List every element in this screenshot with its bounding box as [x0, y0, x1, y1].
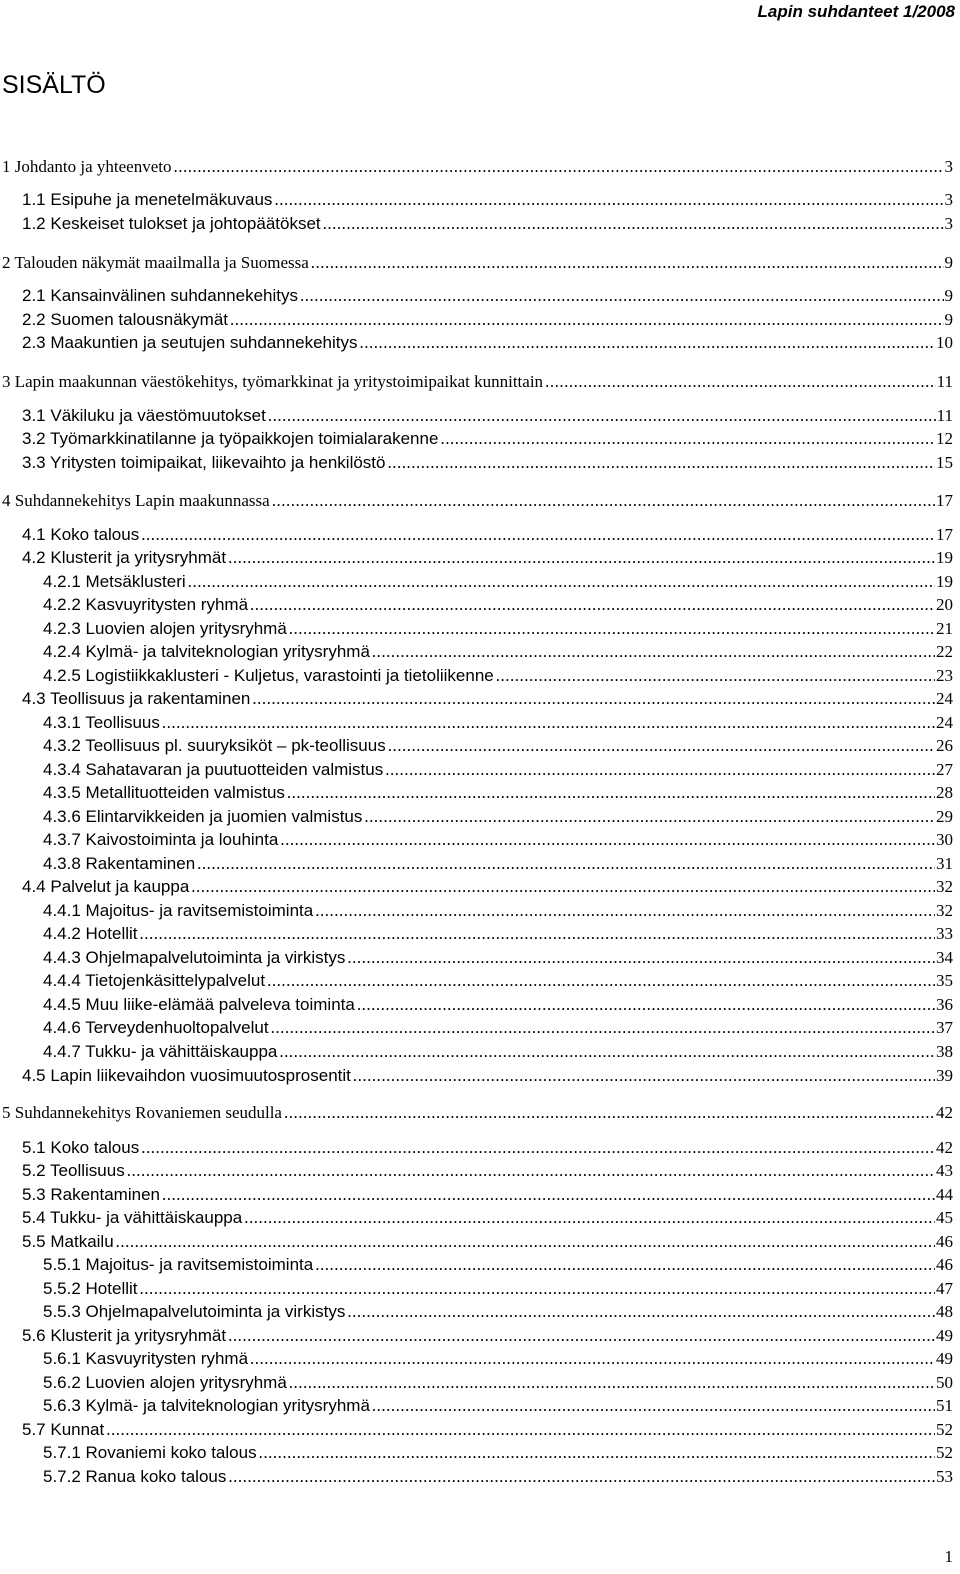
toc-entry[interactable]: [0, 1394, 953, 1417]
toc-entry-title: 1.1 Esipuhe ja menetelmäkuvaus: [22, 190, 273, 209]
toc-entry-page: 42: [936, 1138, 953, 1157]
toc-entry-title: 2.1 Kansainvälinen suhdannekehitys: [22, 286, 298, 305]
dot-leader: [372, 1394, 935, 1417]
toc-entry-title: 4.3.1 Teollisuus: [43, 713, 160, 732]
toc-entry[interactable]: [0, 489, 953, 512]
toc-entry-page: 46: [936, 1232, 953, 1251]
toc-entry[interactable]: [0, 546, 953, 569]
toc-entry-page: 52: [936, 1420, 953, 1439]
toc-entry-page: 22: [936, 642, 953, 661]
toc-entry-title: 2 Talouden näkymät maailmalla ja Suomessa: [2, 253, 309, 272]
toc-entry-page: 49: [936, 1349, 953, 1368]
toc-entry[interactable]: [0, 451, 953, 474]
dot-leader: [300, 284, 944, 307]
dot-leader: [141, 1136, 935, 1159]
toc-entry-title: 4.4 Palvelut ja kauppa: [22, 877, 190, 896]
toc-entry[interactable]: [0, 875, 953, 898]
toc-entry-title: 4.3 Teollisuus ja rakentaminen: [22, 689, 251, 708]
toc-entry-page: 11: [936, 372, 953, 391]
toc-entry-page: 45: [936, 1208, 953, 1227]
toc-entry-page: 47: [936, 1279, 953, 1298]
toc-entry-title: 5.7.1 Rovaniemi koko talous: [43, 1443, 257, 1462]
toc-entry[interactable]: [0, 758, 953, 781]
toc-entry[interactable]: [0, 370, 953, 393]
toc-entry[interactable]: [0, 1441, 953, 1464]
toc-entry-title: 5.5 Matkailu: [22, 1232, 114, 1251]
toc-entry-page: 32: [936, 877, 953, 896]
toc-entry[interactable]: [0, 1253, 953, 1276]
dot-leader: [274, 188, 943, 211]
toc-entry-page: 17: [936, 491, 953, 510]
toc-entry-title: 4.3.4 Sahatavaran ja puutuotteiden valmistus: [43, 760, 384, 779]
toc-entry-title: 4.2.1 Metsäklusteri: [43, 572, 186, 591]
dot-leader: [311, 251, 944, 274]
toc-entry[interactable]: [0, 427, 953, 450]
toc-entry[interactable]: [0, 1277, 953, 1300]
toc-entry-page: 27: [936, 760, 953, 779]
toc-entry-page: 42: [936, 1103, 953, 1122]
toc-entry-title: 5 Suhdannekehitys Rovaniemen seudulla: [2, 1103, 282, 1122]
dot-leader: [287, 781, 935, 804]
dot-leader: [372, 640, 935, 663]
dot-leader: [496, 664, 935, 687]
dot-leader: [280, 828, 935, 851]
toc-entry-page: 43: [936, 1161, 953, 1180]
toc-entry-page: 12: [936, 429, 953, 448]
toc-entry-page: 3: [944, 190, 953, 209]
page-title: SISÄLTÖ: [2, 71, 106, 99]
dot-leader: [228, 1324, 935, 1347]
toc-entry-page: 52: [936, 1443, 953, 1462]
toc-entry-title: 4.3.5 Metallituotteiden valmistus: [43, 783, 285, 802]
toc-entry-title: 4.4.5 Muu liike-elämää palveleva toiminta: [43, 995, 355, 1014]
dot-leader: [387, 451, 935, 474]
dot-leader: [252, 687, 935, 710]
toc-entry[interactable]: [0, 251, 953, 274]
toc-entry-page: 23: [936, 666, 953, 685]
dot-leader: [140, 1277, 936, 1300]
dot-leader: [141, 523, 935, 546]
toc-entry-page: 26: [936, 736, 953, 755]
toc-entry-page: 30: [936, 830, 953, 849]
dot-leader: [271, 1016, 935, 1039]
toc-entry-page: 9: [944, 253, 953, 272]
toc-entry-title: 5.7 Kunnat: [22, 1420, 105, 1439]
dot-leader: [440, 427, 935, 450]
toc-entry-page: 9: [944, 286, 953, 305]
dot-leader: [289, 617, 935, 640]
toc-entry-title: 1.2 Keskeiset tulokset ja johtopäätökset: [22, 214, 321, 233]
toc-entry-title: 5.5.1 Majoitus- ja ravitsemistoiminta: [43, 1255, 314, 1274]
toc-entry-title: 4.1 Koko talous: [22, 525, 140, 544]
toc-entry-title: 4.4.3 Ohjelmapalvelutoiminta ja virkistys: [43, 948, 346, 967]
dot-leader: [188, 570, 935, 593]
toc-entry[interactable]: [0, 946, 953, 969]
toc-entry[interactable]: [0, 331, 953, 354]
toc-entry-page: 51: [936, 1396, 953, 1415]
toc-entry-page: 9: [944, 310, 953, 329]
toc-entry-page: 32: [936, 901, 953, 920]
toc-entry-title: 4.4.2 Hotellit: [43, 924, 138, 943]
toc-entry-page: 31: [936, 854, 953, 873]
toc-entry-title: 5.4 Tukku- ja vähittäiskauppa: [22, 1208, 243, 1227]
dot-leader: [545, 370, 936, 393]
toc-entry[interactable]: [0, 1465, 953, 1488]
dot-leader: [347, 1300, 935, 1323]
toc-entry-title: 4.2.4 Kylmä- ja talviteknologian yritysryhmä: [43, 642, 370, 661]
running-header: Lapin suhdanteet 1/2008: [757, 2, 955, 21]
page-number: 1: [944, 1547, 953, 1566]
toc-entry-page: 3: [944, 214, 953, 233]
toc-entry[interactable]: [0, 828, 953, 851]
toc-entry-page: 33: [936, 924, 953, 943]
toc-entry[interactable]: [0, 617, 953, 640]
toc-entry-title: 5.6 Klusterit ja yritysryhmät: [22, 1326, 227, 1345]
dot-leader: [267, 969, 935, 992]
toc-entry-page: 28: [936, 783, 953, 802]
dot-leader: [259, 1441, 935, 1464]
toc-entry[interactable]: [0, 1183, 953, 1206]
dot-leader: [385, 758, 935, 781]
toc-entry[interactable]: [0, 852, 953, 875]
toc-entry[interactable]: [0, 922, 953, 945]
toc-entry-title: 4 Suhdannekehitys Lapin maakunnassa: [2, 491, 270, 510]
toc-entry[interactable]: [0, 1206, 953, 1229]
toc-entry-title: 5.6.2 Luovien alojen yritysryhmä: [43, 1373, 287, 1392]
dot-leader: [353, 1064, 935, 1087]
toc-entry[interactable]: [0, 711, 953, 734]
toc-entry-page: 44: [936, 1185, 953, 1204]
toc-entry[interactable]: [0, 1300, 953, 1323]
toc-entry-title: 5.6.1 Kasvuyritysten ryhmä: [43, 1349, 249, 1368]
toc-entry[interactable]: [0, 1371, 953, 1394]
toc-entry[interactable]: [0, 969, 953, 992]
toc-entry[interactable]: [0, 284, 953, 307]
dot-leader: [116, 1230, 935, 1253]
toc-entry-title: 4.4.1 Majoitus- ja ravitsemistoiminta: [43, 901, 314, 920]
toc-entry[interactable]: [0, 993, 953, 1016]
toc-entry-title: 1 Johdanto ja yhteenveto: [2, 157, 172, 176]
dot-leader: [315, 1253, 935, 1276]
dot-leader: [279, 1040, 935, 1063]
dot-leader: [162, 711, 935, 734]
toc-entry[interactable]: [0, 1230, 953, 1253]
toc-entry-title: 2.2 Suomen talousnäkymät: [22, 310, 229, 329]
toc-entry[interactable]: [0, 640, 953, 663]
toc-entry[interactable]: [0, 1418, 953, 1441]
toc-entry-page: 37: [936, 1018, 953, 1037]
toc-entry[interactable]: [0, 1324, 953, 1347]
toc-entry-page: 38: [936, 1042, 953, 1061]
toc-entry-title: 4.4.7 Tukku- ja vähittäiskauppa: [43, 1042, 278, 1061]
toc-entry-title: 4.4.4 Tietojenkäsittelypalvelut: [43, 971, 266, 990]
dot-leader: [191, 875, 935, 898]
toc-entry-title: 4.3.2 Teollisuus pl. suuryksiköt – pk-teollisuus: [43, 736, 386, 755]
toc-entry[interactable]: [0, 155, 953, 178]
dot-leader: [250, 1347, 935, 1370]
dot-leader: [228, 1465, 935, 1488]
toc-entry-title: 4.2.5 Logistiikkaklusteri - Kuljetus, varastointi ja tietoliikenne: [43, 666, 494, 685]
toc-entry[interactable]: [0, 570, 953, 593]
toc-entry-page: 29: [936, 807, 953, 826]
toc-entry[interactable]: [0, 734, 953, 757]
dot-leader: [230, 308, 943, 331]
toc-entry-page: 3: [944, 157, 953, 176]
toc-entry-title: 4.5 Lapin liikevaihdon vuosimuutosprosentit: [22, 1066, 351, 1085]
toc-entry-title: 5.7.2 Ranua koko talous: [43, 1467, 227, 1486]
toc-entry[interactable]: [0, 664, 953, 687]
toc-entry-page: 20: [936, 595, 953, 614]
toc-entry-title: 4.3.8 Rakentaminen: [43, 854, 196, 873]
toc-entry-page: 34: [936, 948, 953, 967]
toc-entry[interactable]: [0, 805, 953, 828]
dot-leader: [289, 1371, 935, 1394]
dot-leader: [268, 404, 936, 427]
toc-entry-page: 53: [936, 1467, 953, 1486]
toc-entry-page: 17: [936, 525, 953, 544]
dot-leader: [197, 852, 935, 875]
toc-entry-title: 4.3.7 Kaivostoiminta ja louhinta: [43, 830, 279, 849]
toc-entry-title: 4.2 Klusterit ja yritysryhmät: [22, 548, 227, 567]
toc-entry-title: 5.5.3 Ohjelmapalvelutoiminta ja virkistys: [43, 1302, 346, 1321]
dot-leader: [174, 155, 944, 178]
toc-entry-page: 21: [936, 619, 953, 638]
toc-entry-page: 24: [936, 689, 953, 708]
toc-entry-title: 4.2.3 Luovien alojen yritysryhmä: [43, 619, 287, 638]
toc-entry-page: 36: [936, 995, 953, 1014]
toc-entry[interactable]: [0, 781, 953, 804]
toc-entry-title: 5.5.2 Hotellit: [43, 1279, 138, 1298]
toc-entry-page: 10: [936, 333, 953, 352]
toc-entry-title: 2.3 Maakuntien ja seutujen suhdannekehitys: [22, 333, 358, 352]
toc-entry-page: 50: [936, 1373, 953, 1392]
dot-leader: [347, 946, 935, 969]
toc-entry-page: 19: [936, 572, 953, 591]
toc-entry[interactable]: [0, 1101, 953, 1124]
dot-leader: [315, 899, 935, 922]
dot-leader: [360, 331, 935, 354]
toc-entry-title: 4.4.6 Terveydenhuoltopalvelut: [43, 1018, 269, 1037]
toc-entry[interactable]: [0, 308, 953, 331]
toc-entry-page: 49: [936, 1326, 953, 1345]
toc-entry-page: 24: [936, 713, 953, 732]
dot-leader: [244, 1206, 935, 1229]
toc-entry-page: 11: [936, 406, 953, 425]
dot-leader: [357, 993, 935, 1016]
toc-entry-title: 4.3.6 Elintarvikkeiden ja juomien valmistus: [43, 807, 363, 826]
toc-entry-title: 5.3 Rakentaminen: [22, 1185, 160, 1204]
toc-entry-title: 5.2 Teollisuus: [22, 1161, 125, 1180]
toc-entry[interactable]: [0, 1064, 953, 1087]
toc-entry[interactable]: [0, 523, 953, 546]
toc-entry[interactable]: [0, 593, 953, 616]
toc-entry[interactable]: [0, 1159, 953, 1182]
dot-leader: [162, 1183, 935, 1206]
toc-entry-title: 3.3 Yritysten toimipaikat, liikevaihto ja henkilöstö: [22, 453, 386, 472]
toc-entry[interactable]: [0, 188, 953, 211]
dot-leader: [364, 805, 935, 828]
toc-entry[interactable]: [0, 1016, 953, 1039]
dot-leader: [284, 1101, 935, 1124]
toc-entry-page: 48: [936, 1302, 953, 1321]
toc-entry-page: 39: [936, 1066, 953, 1085]
toc-entry[interactable]: [0, 404, 953, 427]
toc-entry[interactable]: [0, 1136, 953, 1159]
toc-entry-page: 46: [936, 1255, 953, 1274]
toc-entry[interactable]: [0, 1347, 953, 1370]
dot-leader: [323, 212, 944, 235]
toc-entry-title: 3.2 Työmarkkinatilanne ja työpaikkojen toimialarakenne: [22, 429, 439, 448]
toc-entry-title: 5.6.3 Kylmä- ja talviteknologian yritysryhmä: [43, 1396, 370, 1415]
dot-leader: [388, 734, 935, 757]
toc-entry-title: 3.1 Väkiluku ja väestömuutokset: [22, 406, 266, 425]
dot-leader: [250, 593, 935, 616]
dot-leader: [272, 489, 935, 512]
toc-entry[interactable]: [0, 212, 953, 235]
toc-entry[interactable]: [0, 687, 953, 710]
toc-entry-title: 4.2.2 Kasvuyritysten ryhmä: [43, 595, 249, 614]
toc-entry-title: 3 Lapin maakunnan väestökehitys, työmarkkinat ja yritystoimipaikat kunnittain: [2, 372, 544, 391]
dot-leader: [106, 1418, 935, 1441]
toc-entry-page: 19: [936, 548, 953, 567]
dot-leader: [127, 1159, 935, 1182]
toc-entry[interactable]: [0, 1040, 953, 1063]
dot-leader: [140, 922, 936, 945]
dot-leader: [228, 546, 935, 569]
toc-entry[interactable]: [0, 899, 953, 922]
toc-entry-page: 35: [936, 971, 953, 990]
toc-entry-title: 5.1 Koko talous: [22, 1138, 140, 1157]
toc-entry-page: 15: [936, 453, 953, 472]
